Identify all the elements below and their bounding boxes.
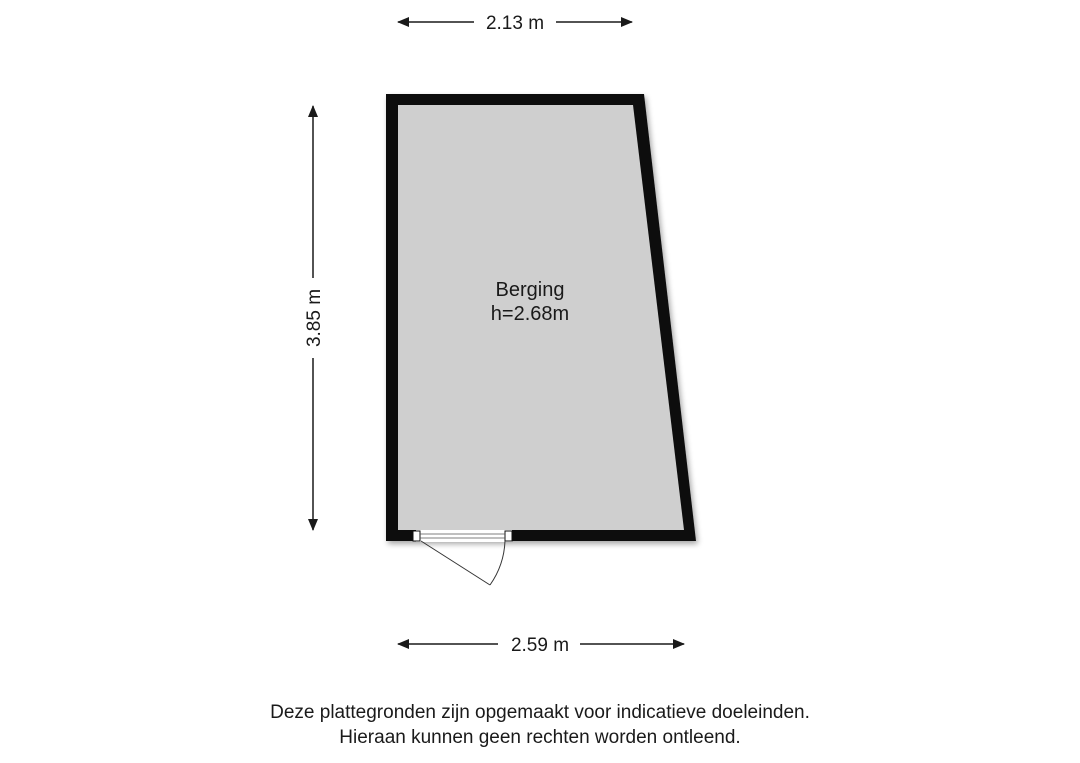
door [413,530,512,585]
disclaimer [0,700,1080,750]
disclaimer-line-2: Hieraan kunnen geen rechten worden ontleend. [339,727,741,748]
door-jamb-left [413,531,420,541]
left-dimension [304,106,325,530]
bottom-dimension-label: 2.59 m [510,635,570,656]
bottom-dimension [398,635,684,656]
door-opening [416,530,512,542]
door-leaf [421,541,490,585]
room-name: Berging [495,279,565,301]
disclaimer-line-1: Deze plattegronden zijn opgemaakt voor indicatieve doeleinden. [270,702,810,723]
door-jamb-right [505,531,512,541]
top-dimension [398,13,632,34]
room-height: h=2.68m [490,303,570,325]
left-dimension-label: 3.85 m [304,288,325,348]
top-dimension-label: 2.13 m [485,13,545,34]
door-swing-arc [490,541,505,585]
